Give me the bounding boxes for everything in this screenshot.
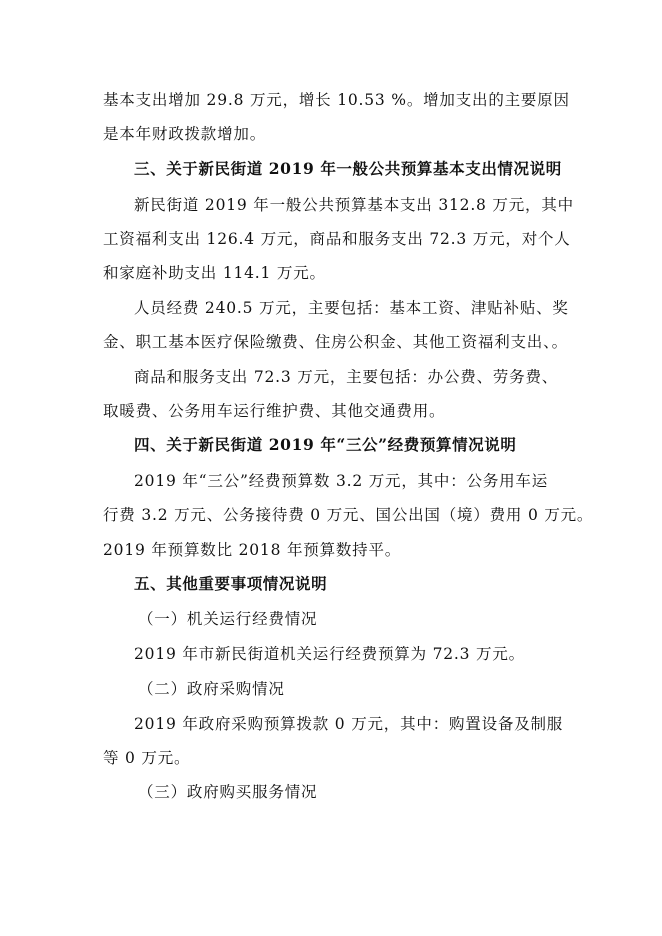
paragraph-line: 2019 年政府采购预算拨款 0 万元，其中：购置设备及制服 bbox=[134, 715, 564, 733]
subsection-heading: （二）政府采购情况 bbox=[138, 680, 285, 698]
paragraph-line: 商品和服务支出 72.3 万元，主要包括：办公费、劳务费、 bbox=[134, 368, 559, 386]
section-heading: 三、关于新民街道 2019 年一般公共预算基本支出情况说明 bbox=[134, 159, 562, 178]
paragraph-line: 人员经费 240.5 万元，主要包括：基本工资、津贴补贴、奖 bbox=[134, 299, 569, 317]
paragraph-line: 行费 3.2 万元、公务接待费 0 万元、国公出国（境）费用 0 万元。 bbox=[103, 506, 594, 524]
section-heading: 四、关于新民街道 2019 年“三公”经费预算情况说明 bbox=[134, 435, 517, 454]
paragraph-line: 和家庭补助支出 114.1 万元。 bbox=[103, 264, 326, 282]
paragraph-line: 金、职工基本医疗保险缴费、住房公积金、其他工资福利支出、。 bbox=[103, 333, 568, 351]
paragraph-line: 新民街道 2019 年一般公共预算基本支出 312.8 万元，其中 bbox=[134, 196, 574, 214]
paragraph-line: 是本年财政拨款增加。 bbox=[103, 125, 267, 143]
subsection-heading: （三）政府购买服务情况 bbox=[138, 783, 318, 801]
paragraph-line: 基本支出增加 29.8 万元，增长 10.53 %。增加支出的主要原因 bbox=[103, 91, 570, 109]
paragraph-line: 2019 年“三公”经费预算数 3.2 万元，其中：公务用车运 bbox=[134, 472, 549, 490]
paragraph-line: 2019 年市新民街道机关运行经费预算为 72.3 万元。 bbox=[134, 645, 525, 663]
paragraph-line: 工资福利支出 126.4 万元，商品和服务支出 72.3 万元，对个人 bbox=[103, 230, 571, 248]
paragraph-line: 取暖费、公务用车运行维护费、其他交通费用。 bbox=[103, 402, 446, 420]
section-heading: 五、其他重要事项情况说明 bbox=[134, 574, 328, 593]
subsection-heading: （一）机关运行经费情况 bbox=[138, 610, 318, 628]
paragraph-line: 2019 年预算数比 2018 年预算数持平。 bbox=[103, 541, 402, 559]
paragraph-line: 等 0 万元。 bbox=[103, 749, 191, 767]
